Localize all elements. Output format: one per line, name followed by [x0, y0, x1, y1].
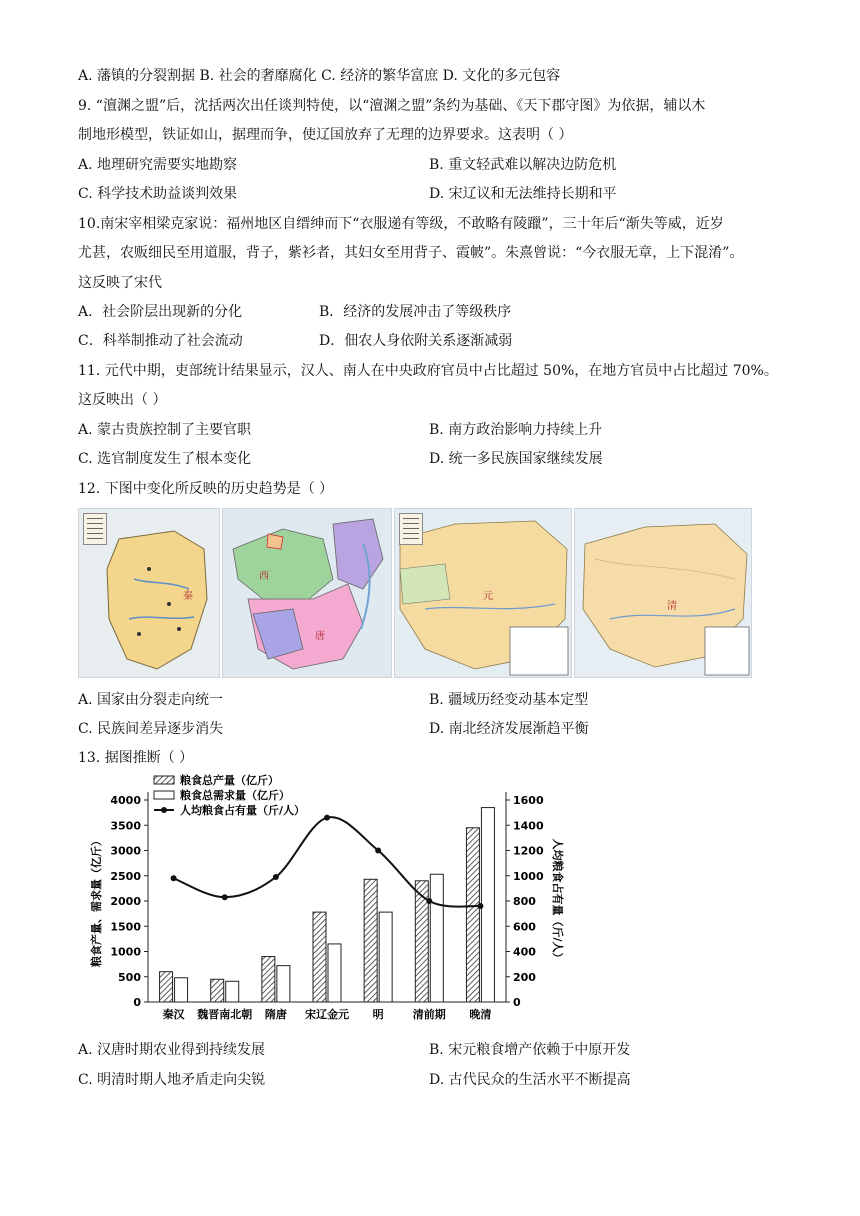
- map-qing-graphic: [575, 509, 752, 678]
- q12-option-a: A. 国家由分裂走向统一: [78, 692, 224, 708]
- x-tick-label: 清前期: [412, 1008, 446, 1021]
- bar-demand: [175, 978, 188, 1002]
- y2-tick-label: 1600: [513, 794, 544, 807]
- legend-label-production: 粮食总产量（亿斤）: [180, 774, 279, 787]
- legend-swatch-demand: [154, 791, 174, 799]
- per-capita-point: [375, 848, 381, 854]
- q9-option-b: B. 重文轻武难以解决边防危机: [429, 157, 617, 173]
- map-tang: [222, 508, 392, 678]
- bar-production: [364, 879, 377, 1002]
- q13-option-b: B. 宋元粮食增产依赖于中原开发: [429, 1042, 631, 1058]
- y2-tick-label: 200: [513, 970, 536, 984]
- map-label-tang: 唐: [315, 631, 325, 642]
- bar-production: [160, 972, 173, 1002]
- bar-production: [466, 828, 479, 1002]
- x-tick-label: 魏晋南北朝: [197, 1008, 253, 1021]
- q10-option-c: C．科举制推动了社会流动: [78, 333, 243, 349]
- q11-option-c: C. 选官制度发生了根本变化: [78, 451, 252, 467]
- y-tick-label: 3500: [110, 819, 141, 833]
- q13-option-d: D. 古代民众的生活水平不断提高: [429, 1072, 631, 1088]
- grain-chart-svg: [78, 770, 578, 1032]
- bar-demand: [430, 874, 443, 1002]
- map-legend-icon-2: [399, 513, 423, 545]
- q13-stem: 13. 据图推断（ ）: [78, 750, 194, 766]
- y-tick-label: 2500: [110, 869, 141, 883]
- q9-option-a: A. 地理研究需要实地勘察: [78, 157, 238, 173]
- bar-demand: [226, 981, 239, 1002]
- bar-demand: [277, 966, 290, 1002]
- q11-option-b: B. 南方政治影响力持续上升: [429, 422, 603, 438]
- legend-marker-per-capita: [161, 807, 167, 813]
- y2-tick-label: 600: [513, 920, 536, 934]
- q12-stem: 12. 下图中变化所反映的历史趋势是（ ）: [78, 481, 334, 497]
- map-label-yuan: 元: [483, 591, 493, 602]
- q9-option-c: C. 科学技术助益谈判效果: [78, 186, 238, 202]
- y2-tick-label: 0: [513, 996, 521, 1009]
- map-qing: [574, 508, 752, 678]
- map-tang-graphic: [223, 509, 392, 678]
- y-tick-label: 1500: [110, 920, 141, 934]
- q13-option-c: C. 明清时期人地矛盾走向尖锐: [78, 1072, 266, 1088]
- map-label-qing: 清: [667, 601, 677, 612]
- y-tick-label: 3000: [110, 844, 141, 858]
- y2-axis-title: 人均粮食占有量（斤/人）: [551, 838, 564, 964]
- bar-demand: [481, 808, 494, 1002]
- legend-label-demand: 粮食总需求量（亿斤）: [180, 789, 290, 802]
- y-tick-label: 500: [118, 970, 141, 984]
- map-label-qin: 秦: [183, 591, 193, 602]
- q10-stem-line2: 尤甚，农贩细民至用道服，背子，紫衫者，其妇女至用背子、霞帔”。朱熹曾说：“今衣服无章，上下混淆”。: [78, 245, 744, 261]
- y2-tick-label: 1200: [513, 844, 544, 858]
- per-capita-point: [426, 898, 432, 904]
- per-capita-point: [324, 815, 330, 821]
- bar-production: [211, 979, 224, 1002]
- q9-stem-line1: 9. “澶渊之盟”后，沈括两次出任谈判特使，以“澶渊之盟”条约为基础、《天下郡守图》为依据，辅以木: [78, 98, 706, 114]
- y2-tick-label: 800: [513, 895, 536, 908]
- y-axis-title: 粮食产量、需求量（亿斤）: [90, 835, 103, 967]
- per-capita-point: [273, 874, 279, 880]
- legend-swatch-production: [154, 776, 174, 784]
- y-tick-label: 1000: [110, 945, 141, 959]
- q10-option-d: D．佃农人身依附关系逐渐减弱: [319, 333, 513, 349]
- y-tick-label: 0: [133, 996, 141, 1009]
- per-capita-point: [222, 894, 228, 900]
- y-tick-label: 2000: [110, 895, 141, 908]
- y2-tick-label: 400: [513, 945, 536, 959]
- q11-option-a: A. 蒙古贵族控制了主要官职: [78, 422, 252, 438]
- x-tick-label: 晚清: [469, 1008, 492, 1021]
- per-capita-point: [477, 903, 483, 909]
- x-tick-label: 隋唐: [264, 1008, 287, 1021]
- q9-stem-line2: 制地形模型，铁证如山，据理而争，使辽国放弃了无理的边界要求。这表明（ ）: [78, 127, 573, 143]
- q11-stem-line1: 11. 元代中期，吏部统计结果显示，汉人、南人在中央政府官员中占比超过 50%，在地方官员中占比超过 70%。: [78, 363, 778, 379]
- x-tick-label: 秦汉: [162, 1008, 185, 1021]
- grain-chart: [78, 770, 578, 1036]
- map-legend-icon: [83, 513, 107, 545]
- q10-stem-line1: 10.南宋宰相梁克家说：福州地区自缙绅而下“衣服递有等级，不敢略有陵躐”，三十年后“渐失等威，近岁: [78, 216, 724, 232]
- bar-production: [262, 957, 275, 1002]
- q11-option-d: D. 统一多民族国家继续发展: [429, 451, 603, 467]
- q11-stem-line2: 这反映出（ ）: [78, 392, 167, 408]
- q12-map-strip: [78, 508, 752, 678]
- y2-tick-label: 1000: [513, 869, 544, 883]
- q10-option-b: B．经济的发展冲击了等级秩序: [319, 304, 512, 320]
- map-yuan: [394, 508, 572, 678]
- y-tick-label: 4000: [110, 794, 141, 807]
- q12-option-b: B. 疆域历经变动基本定型: [429, 692, 589, 708]
- bar-demand: [379, 912, 392, 1002]
- legend-label-per-capita: 人均粮食占有量（斤/人）: [180, 804, 306, 817]
- q13-option-a: A. 汉唐时期农业得到持续发展: [78, 1042, 266, 1058]
- q10-stem-line3: 这反映了宋代: [78, 275, 162, 291]
- q12-option-c: C. 民族间差异逐步消失: [78, 721, 224, 737]
- q9-option-d: D. 宋辽议和无法维持长期和平: [429, 186, 617, 202]
- q12-option-d: D. 南北经济发展渐趋平衡: [429, 721, 589, 737]
- y2-tick-label: 1400: [513, 819, 544, 833]
- x-tick-label: 宋辽金元: [305, 1008, 349, 1021]
- bar-demand: [328, 944, 341, 1002]
- bar-production: [313, 912, 326, 1002]
- map-label-xi: 西: [259, 571, 269, 582]
- map-qin: [78, 508, 220, 678]
- q8-options: A. 藩镇的分裂割据 B. 社会的奢靡腐化 C. 经济的繁华富庶 D. 文化的多元包容: [78, 68, 561, 84]
- q10-option-a: A．社会阶层出现新的分化: [78, 304, 243, 320]
- per-capita-point: [171, 875, 177, 881]
- x-tick-label: 明: [372, 1008, 384, 1021]
